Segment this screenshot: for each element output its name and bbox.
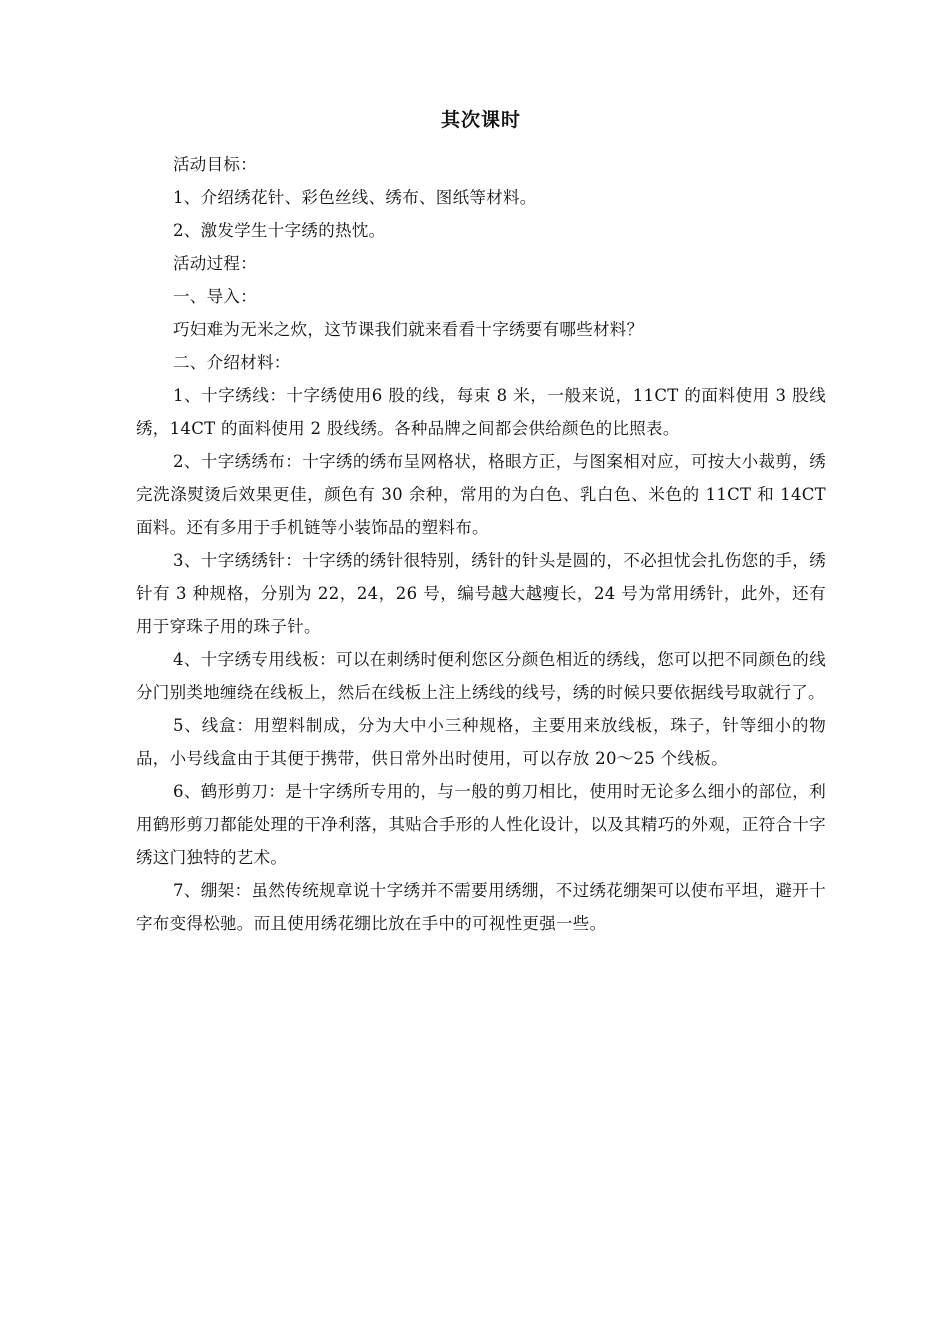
paragraph-material-scissors: 6、鹤形剪刀：是十字绣所专用的，与一般的剪刀相比，使用时无论多么细小的部位，利用鹤形剪刀都能处理的干净利落，其贴合手形的人性化设计，以及其精巧的外观，正符合十字绣这门独特的艺术。: [136, 782, 826, 867]
paragraph-objective-1: 1、介绍绣花针、彩色丝线、绣布、图纸等材料。: [173, 188, 537, 207]
paragraph-material-needle: 3、十字绣绣针：十字绣的绣针很特别，绣针的针头是圆的，不必担忧会扎伤您的手，绣针有 3 种规格，分别为 22，24，26 号，编号越大越瘦长，24 号为常用绣针，此外，还有用于穿珠子用的珠子针。: [136, 551, 826, 636]
paragraph-material-fabric: 2、十字绣绣布：十字绣的绣布呈网格状，格眼方正，与图案相对应，可按大小裁剪，绣完洗涤熨烫后效果更佳，颜色有 30 余种，常用的为白色、乳白色、米色的 11CT 和 14CT 面料。还有多用于手机链等小装饰品的塑料布。: [136, 452, 826, 537]
paragraph-material-hoop: 7、绷架：虽然传统规章说十字绣并不需要用绣绷，不过绣花绷架可以使布平坦，避开十字布变得松驰。而且使用绣花绷比放在手中的可视性更强一些。: [136, 881, 826, 933]
paragraph-materials-heading: 二、介绍材料：: [173, 353, 291, 372]
paragraph-process-heading: 活动过程：: [173, 254, 257, 273]
paragraph-objective-2: 2、激发学生十字绣的热忱。: [173, 221, 386, 240]
document-page: [136, 100, 826, 940]
document-title: 其次课时: [440, 109, 521, 131]
paragraph-material-thread-board: 4、十字绣专用线板：可以在刺绣时便利您区分颜色相近的绣线，您可以把不同颜色的线分门别类地缠绕在线板上，然后在线板上注上绣线的线号，绣的时候只要依据线号取就行了。: [136, 650, 826, 702]
paragraph-material-thread-box: 5、线盒：用塑料制成，分为大中小三种规格，主要用来放线板，珠子，针等细小的物品，小号线盒由于其便于携带，供日常外出时使用，可以存放 20～25 个线板。: [136, 716, 826, 768]
paragraph-material-thread: 1、十字绣线：十字绣使用6 股的线，每束 8 米，一般来说，11CT 的面料使用 3 股线绣，14CT 的面料使用 2 股线绣。各种品牌之间都会供给颜色的比照表。: [136, 386, 826, 438]
paragraph-intro-text: 巧妇难为无米之炊，这节课我们就来看看十字绣要有哪些材料？: [173, 320, 644, 339]
paragraph-intro-heading: 一、导入：: [173, 287, 257, 306]
paragraph-objectives-heading: 活动目标：: [173, 155, 257, 174]
